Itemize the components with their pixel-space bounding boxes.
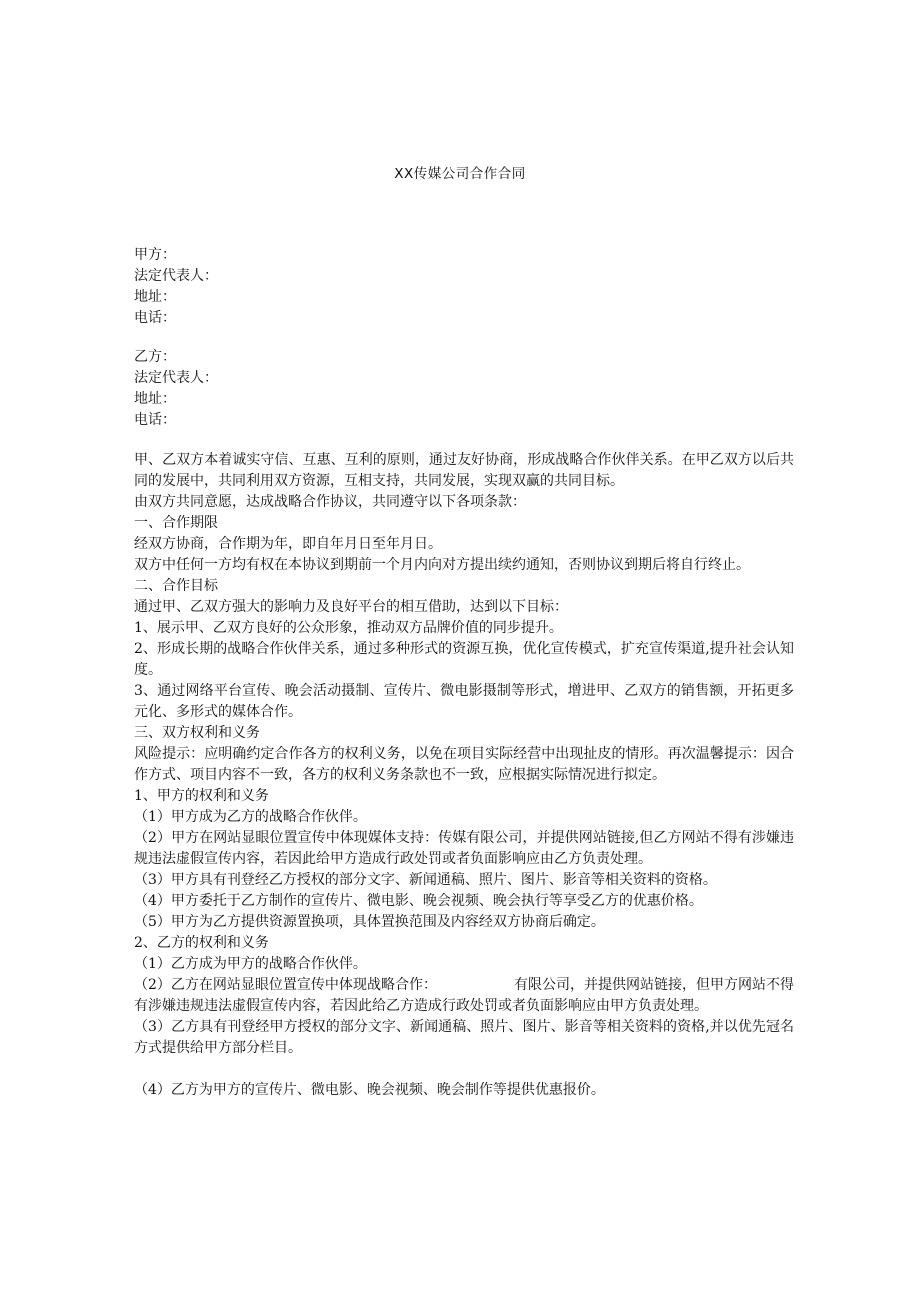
agreement-intro: 由双方共同意愿，达成战略合作协议，共同遵守以下各项条款： bbox=[134, 494, 526, 510]
party-a-phone: 电话： bbox=[134, 310, 176, 326]
party-b-right-2: （2）乙方在网站显眼位置宣传中体现战略合作： 有限公司，并提供网站链接，但甲方网站不得有涉嫌违规违法虚假宣传内容，若因此给乙方造成行政处罚或者负面影响应由甲方负责处理。 bbox=[134, 977, 794, 1014]
party-a-legal-rep: 法定代表人： bbox=[134, 268, 218, 284]
section-heading-rights: 三、双方权利和义务 bbox=[134, 725, 260, 741]
contract-body bbox=[134, 450, 794, 1101]
goal-item-3: 3、通过网络平台宣传、晚会活动摄制、宣传片、微电影摄制等形式，增进甲、乙双方的销售额，开拓更多元化、多形式的媒体合作。 bbox=[134, 683, 794, 720]
goals-intro: 通过甲、乙双方强大的影响力及良好平台的相互借助，达到以下目标： bbox=[134, 599, 568, 615]
party-b-legal-rep: 法定代表人： bbox=[134, 370, 218, 386]
party-b-right-3: （3）乙方具有刊登经甲方授权的部分文字、新闻通稿、照片、图片、影音等相关资料的资格,并以优先冠名方式提供给甲方部分栏目。 bbox=[134, 1019, 794, 1056]
party-a-right-5: （5）甲方为乙方提供资源置换项，具体置换范围及内容经双方协商后确定。 bbox=[134, 914, 605, 930]
section-heading-term: 一、合作期限 bbox=[134, 515, 218, 531]
risk-notice: 风险提示：应明确约定合作各方的权利义务，以免在项目实际经营中出现扯皮的情形。再次温馨提示：因合作方式、项目内容不一致，各方的权利义务条款也不一致，应根据实际情况进行拟定。 bbox=[134, 746, 794, 783]
document-title: XX传媒公司合作合同 bbox=[394, 166, 526, 182]
party-a-rights-heading: 1、甲方的权利和义务 bbox=[134, 788, 269, 804]
party-b-block bbox=[134, 347, 794, 431]
party-a-right-1: （1）甲方成为乙方的战略合作伙伴。 bbox=[134, 809, 367, 825]
section-heading-goals: 二、合作目标 bbox=[134, 578, 218, 594]
party-a-right-4: （4）甲方委托于乙方制作的宣传片、微电影、晚会视频、晚会执行等享受乙方的优惠价格。 bbox=[134, 893, 703, 909]
party-b-address: 地址： bbox=[134, 391, 176, 407]
party-a-right-2: （2）甲方在网站显眼位置宣传中体现媒体支持：传媒有限公司，并提供网站链接,但乙方网站不得有涉嫌违规违法虚假宣传内容，若因此给甲方造成行政处罚或者负面影响应由乙方负责处理。 bbox=[134, 830, 794, 867]
party-a-block bbox=[134, 245, 794, 329]
goal-item-2: 2、形成长期的战略合作伙伴关系，通过多种形式的资源互换，优化宣传模式，扩充宣传渠道,提升社会认知度。 bbox=[134, 641, 794, 678]
term-clause-1: 经双方协商，合作期为年，即自年月日至年月日。 bbox=[134, 536, 442, 552]
party-b-right-1: （1）乙方成为甲方的战略合作伙伴。 bbox=[134, 956, 367, 972]
party-b-right-4: （4）乙方为甲方的宣传片、微电影、晚会视频、晚会制作等提供优惠报价。 bbox=[134, 1082, 605, 1098]
term-clause-2: 双方中任何一方均有权在本协议到期前一个月内向对方提出续约通知，否则协议到期后将自行终止。 bbox=[134, 557, 750, 573]
goal-item-1: 1、展示甲、乙双方良好的公众形象，推动双方品牌价值的同步提升。 bbox=[134, 620, 563, 636]
party-a-label: 甲方： bbox=[134, 247, 176, 263]
party-b-label: 乙方： bbox=[134, 349, 176, 365]
preamble-paragraph: 甲、乙双方本着诚实守信、互惠、互利的原则，通过友好协商，形成战略合作伙伴关系。在甲乙双方以后共同的发展中，共同利用双方资源，互相支持，共同发展，实现双赢的共同目标。 bbox=[134, 452, 794, 489]
party-b-rights-heading: 2、乙方的权利和义务 bbox=[134, 935, 269, 951]
party-a-address: 地址： bbox=[134, 289, 176, 305]
party-b-phone: 电话： bbox=[134, 412, 176, 428]
party-a-right-3: （3）甲方具有刊登经乙方授权的部分文字、新闻通稿、照片、图片、影音等相关资料的资格。 bbox=[134, 872, 717, 888]
